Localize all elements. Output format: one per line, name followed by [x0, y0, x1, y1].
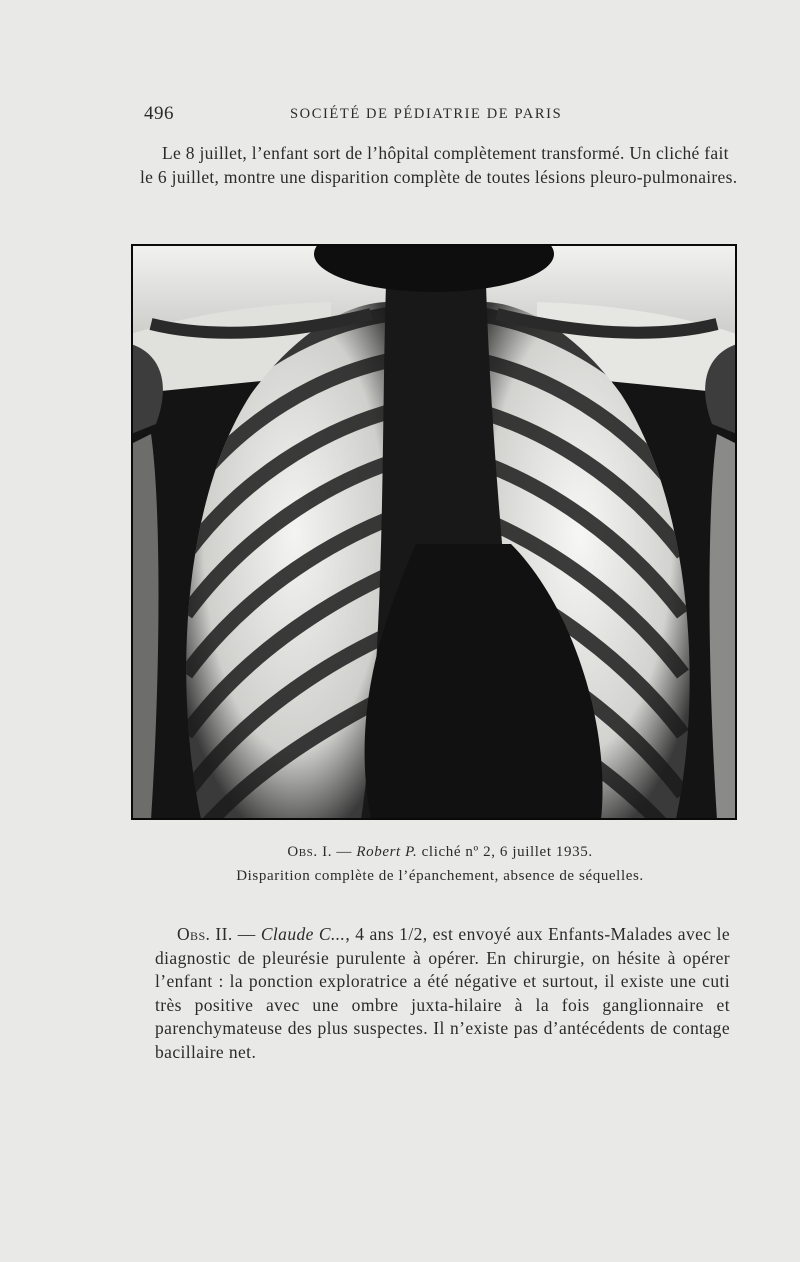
caption-obs-label: Obs. I.	[287, 844, 333, 860]
intro-paragraph	[140, 141, 740, 189]
chest-xray-figure	[131, 244, 737, 820]
observation-paragraph	[155, 923, 730, 1065]
caption-line-1	[140, 840, 740, 864]
observation-text	[155, 923, 730, 1065]
running-head: SOCIÉTÉ DE PÉDIATRIE DE PARIS	[290, 106, 563, 122]
intro-text: Le 8 juillet, l’enfant sort de l’hôpital complètement transformé. Un cliché fait le 6 juillet, montre une disparition complète de toutes lésions pleuro-pulmonaires.	[140, 143, 738, 187]
observation-label: Obs. II.	[177, 924, 233, 944]
page-header	[140, 103, 740, 127]
chest-xray-image	[131, 244, 737, 820]
caption-patient-name: Robert P.	[356, 844, 418, 860]
caption-details: cliché nº 2, 6 juillet 1935.	[417, 844, 593, 860]
caption-line-2: Disparition complète de l’épanchement, absence de séquelles.	[236, 868, 644, 884]
observation-dash: —	[232, 924, 261, 944]
observation-body: , 4 ans 1/2, est envoyé aux Enfants-Malades avec le diagnostic de pleurésie purulente à opérer. En chirurgie, on hésite à opérer l’enfant : la ponction exploratrice a été négative et surtout, il existe une cuti très positive avec une ombre juxta-hilaire à la fois ganglionnaire et parenchymateuse des plus suspectes. Il n’existe pas d’antécédents de contage bacillaire net.	[155, 924, 730, 1062]
page-number: 496	[144, 103, 174, 124]
observation-patient-name: Claude C...	[260, 924, 346, 944]
caption-dash: —	[332, 844, 357, 860]
figure-caption	[140, 840, 740, 888]
